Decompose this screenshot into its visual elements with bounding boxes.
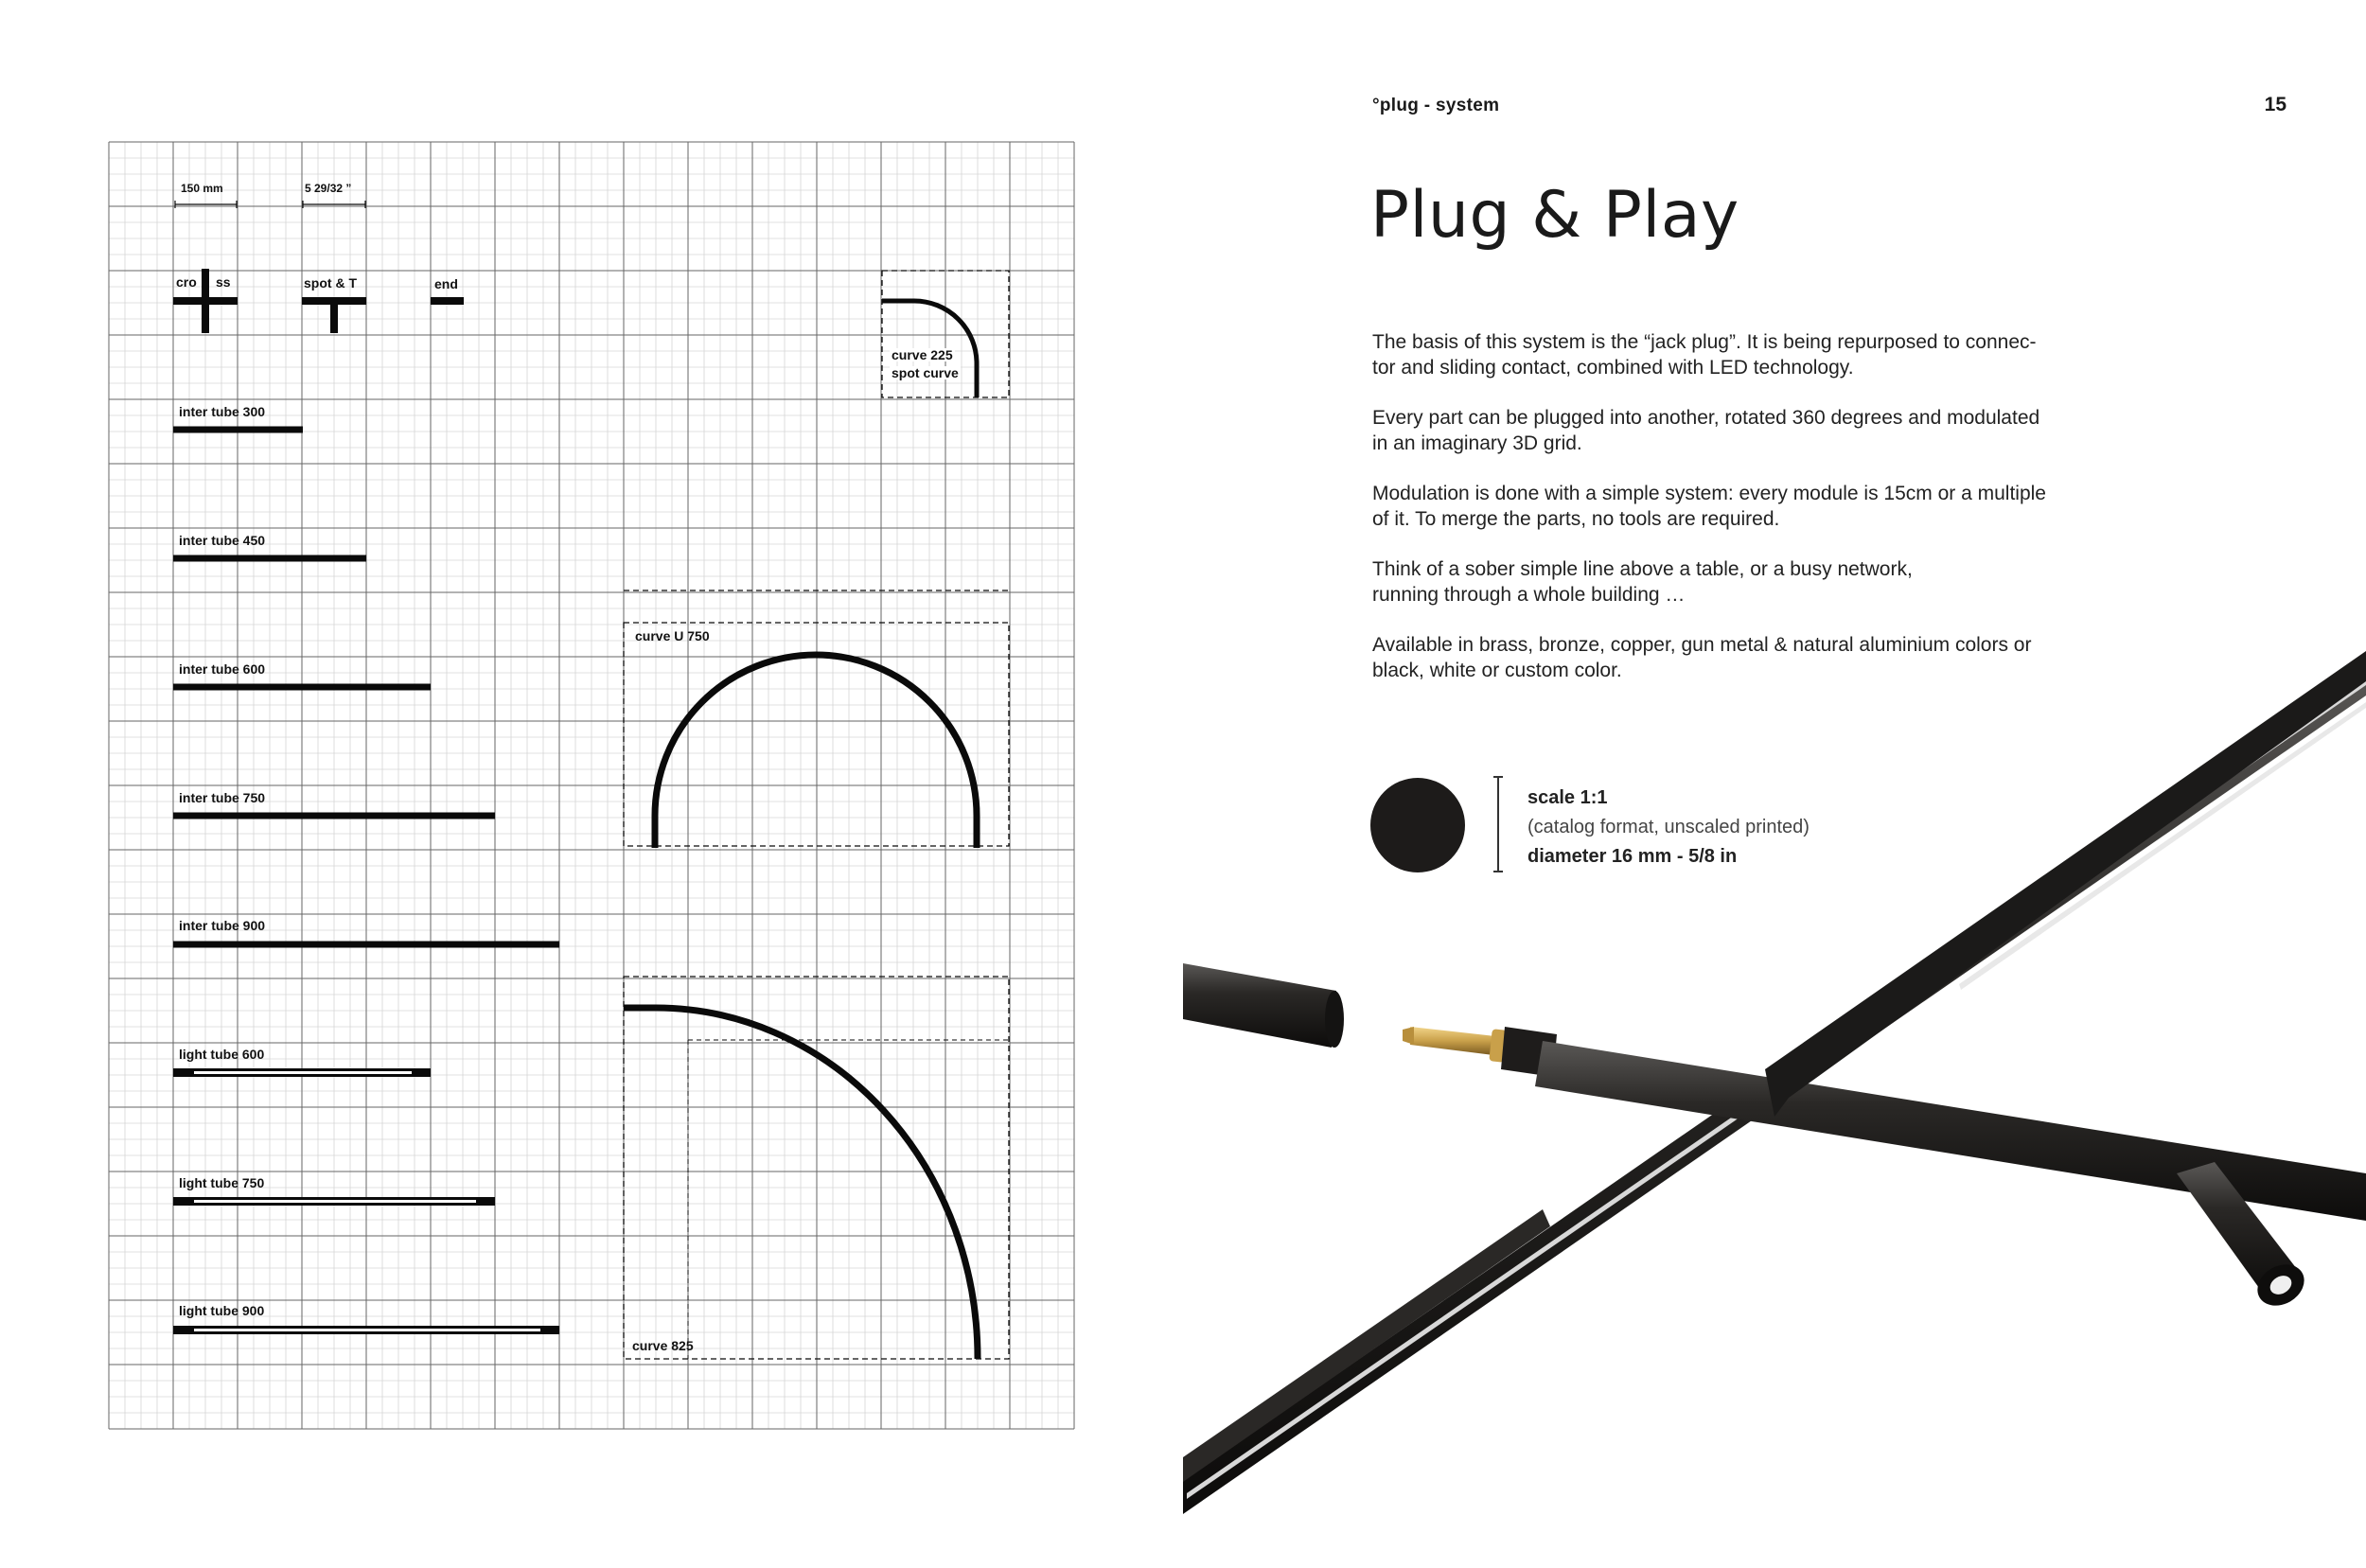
- curve-825-label: curve 825: [632, 1338, 694, 1353]
- light-tube-750-part: [173, 1197, 495, 1206]
- paragraph: The basis of this system is the “jack plug”. It is being repurposed to connec- tor and sliding contact, combined with LED technology.: [1372, 331, 2037, 379]
- inter-tube-750-label: inter tube 750: [179, 790, 266, 805]
- paragraph: Modulation is done with a simple system: every module is 15cm or a multiple of it. To merge the parts, no tools are required.: [1372, 483, 2046, 530]
- light-tube-600-label: light tube 600: [179, 1047, 265, 1062]
- left-tube-segment: [1183, 963, 1344, 1048]
- spot-curve-label: spot curve: [892, 365, 959, 380]
- spot-t-part: [302, 301, 366, 333]
- inter-tube-600-label: inter tube 600: [179, 661, 266, 677]
- description-text: [1372, 329, 2120, 708]
- dimension-metric-label: 150 mm: [181, 182, 223, 195]
- section-header: °plug - system: [1372, 96, 1500, 115]
- paragraph: Every part can be plugged into another, rotated 360 degrees and modulated in an imaginary 3D grid.: [1372, 407, 2040, 454]
- light-tube-750-label: light tube 750: [179, 1175, 265, 1190]
- page-number: 15: [2264, 94, 2287, 115]
- light-tube-900-label: light tube 900: [179, 1303, 265, 1318]
- jack-plug: [1403, 1027, 1557, 1077]
- end-label: end: [434, 276, 458, 291]
- dimension-metric-arrow: [175, 201, 237, 208]
- scale-diameter-dot: [1370, 778, 1465, 872]
- scale-info: [1527, 784, 1810, 872]
- major-grid-lines: [109, 142, 1074, 1429]
- cross-label-left: cro: [176, 274, 197, 290]
- scale-note: (catalog format, unscaled printed): [1527, 817, 1810, 837]
- paragraph: Think of a sober simple line above a table, or a busy network, running through a whole building …: [1372, 558, 1913, 606]
- parts-drawing: [173, 201, 1009, 1359]
- inter-tube-450-label: inter tube 450: [179, 533, 266, 548]
- page-title: Plug & Play: [1370, 178, 1739, 253]
- diameter-label: diameter 16 mm - 5/8 in: [1527, 846, 1738, 867]
- curve-u-750-part: [655, 655, 977, 848]
- curve-225-label: curve 225: [892, 347, 953, 362]
- light-tube-600-part: [173, 1068, 431, 1077]
- scale-label: scale 1:1: [1527, 787, 1608, 808]
- inter-tube-300-label: inter tube 300: [179, 404, 266, 419]
- crossing-tube: [1535, 651, 2366, 1221]
- curve-u-750-label: curve U 750: [635, 628, 710, 643]
- inter-tube-900-label: inter tube 900: [179, 918, 266, 933]
- paragraph: Available in brass, bronze, copper, gun metal & natural aluminium colors or black, white or custom color.: [1372, 634, 2032, 681]
- spot-t-label: spot & T: [304, 275, 357, 291]
- scale-bracket: [1493, 776, 1503, 872]
- light-tube-900-part: [173, 1326, 559, 1334]
- text-page: [1183, 0, 2366, 1568]
- light-strip-highlight: [1959, 702, 2366, 990]
- cross-label-right: ss: [216, 274, 231, 290]
- dimension-imperial-label: 5 29/32 ”: [305, 182, 352, 195]
